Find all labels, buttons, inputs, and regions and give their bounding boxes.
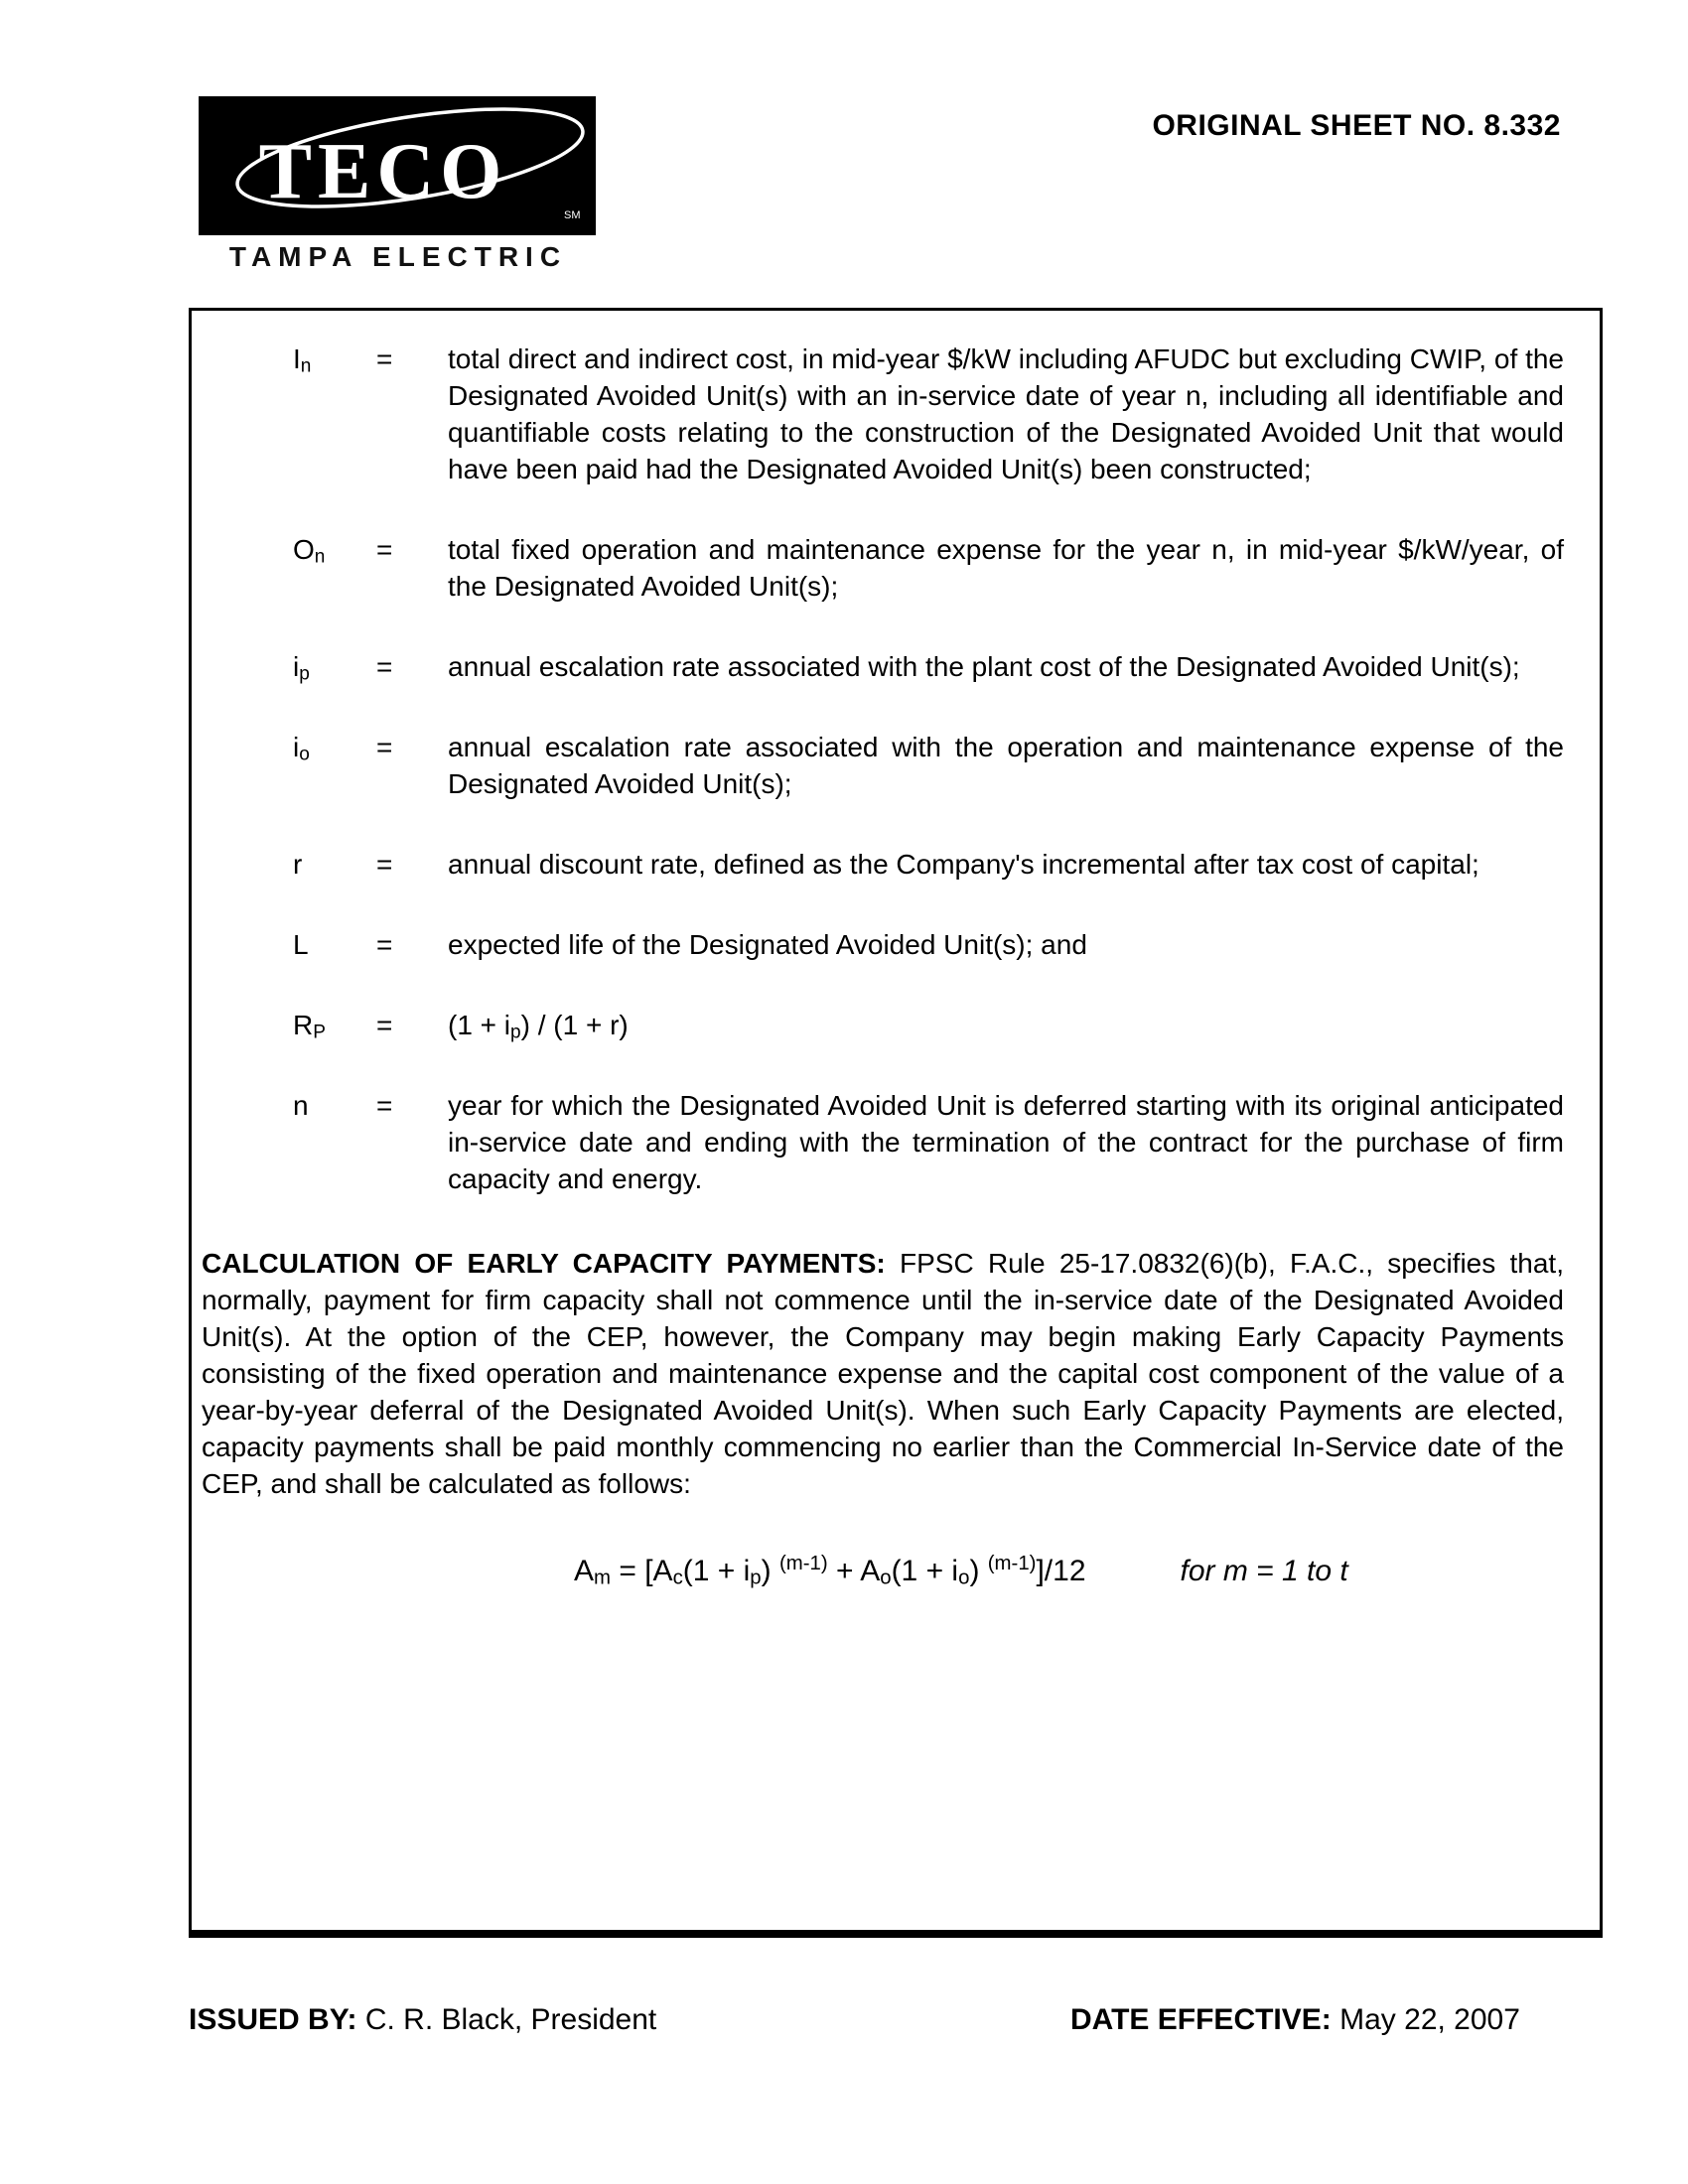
capacity-payment-formula: $A_m = [A_c(1 + i_p) ^{(m-1)} + A_o(1 + i_o)$ $^{(m-1)}$]/12 (574, 1552, 1086, 1589)
teco-logo-image (199, 96, 596, 235)
definition-formula: $(1 + i_p) / (1 + r)$ (448, 1010, 629, 1043)
definition-symbol-subscript: p (299, 663, 310, 685)
definition-row-r (192, 846, 1600, 883)
definition-text: annual escalation rate associated with the operation and maintenance expense of the Designated Avoided Unit(s); (448, 732, 1564, 799)
definition-symbol: r (293, 849, 303, 880)
definition-row-l (192, 926, 1600, 963)
equals-sign: = (376, 929, 393, 960)
definition-text: expected life of the Designated Avoided Unit(s); and (448, 929, 1087, 960)
equals-sign: = (376, 849, 393, 880)
equals-sign: = (376, 534, 393, 565)
definition-symbol: $I_n$ (293, 343, 312, 377)
definition-symbol: $O_n$ (293, 534, 326, 568)
definitions-list (192, 341, 1600, 1197)
definition-symbol-subscript: o (299, 744, 310, 765)
definition-text: total direct and indirect cost, in mid-year $/kW including AFUDC but excluding CWIP, of the Designated Avoided Unit(s) with an in-service date of year n, including all identifiable and quantifiable costs relating to the construction of the Designated Avoided Unit that would have been paid had the Designated Avoided Unit(s) been constructed; (448, 343, 1564, 484)
definition-row-rp (192, 1007, 1600, 1043)
equals-sign: = (376, 732, 393, 762)
teco-logo (199, 96, 596, 235)
definition-row-in (192, 341, 1600, 487)
definition-text: total fixed operation and maintenance expense for the year n, in mid-year $/kW/year, of the Designated Avoided Unit(s); (448, 534, 1564, 602)
equals-sign: = (376, 1090, 393, 1121)
logo-brand-text: TECO (258, 128, 508, 215)
definition-row-on (192, 531, 1600, 605)
definition-row-n (192, 1087, 1600, 1197)
issued-by-label: ISSUED BY: (189, 2003, 357, 2036)
equals-sign: = (376, 1010, 393, 1040)
definition-symbol-subscript: n (300, 355, 312, 377)
definition-text: annual discount rate, defined as the Company's incremental after tax cost of capital; (448, 849, 1479, 880)
equals-sign: = (376, 343, 393, 374)
calculation-paragraph (202, 1245, 1564, 1502)
definition-text: year for which the Designated Avoided Unit is deferred starting with its original anticipated in-service date and ending with the termination of the contract for the purchase of firm capacity and energy. (448, 1090, 1564, 1194)
definition-symbol: $R_P$ (293, 1010, 326, 1043)
logo-service-mark: SM (564, 209, 581, 221)
date-effective-label: DATE EFFECTIVE: (1070, 2003, 1332, 2036)
definition-symbol: n (293, 1090, 309, 1121)
formula-row (192, 1552, 1600, 1591)
definition-symbol-subscript: P (313, 1022, 326, 1043)
definition-symbol-subscript: n (314, 546, 326, 568)
issued-by-value: C. R. Black, President (364, 2003, 657, 2036)
definition-row-ip (192, 648, 1600, 685)
definition-row-io (192, 729, 1600, 802)
equals-sign: = (376, 651, 393, 682)
date-effective-value: May 22, 2007 (1339, 2003, 1520, 2036)
definition-symbol: $i_o$ (293, 732, 310, 765)
definition-symbol: $i_p$ (293, 651, 310, 685)
definition-text: annual escalation rate associated with the plant cost of the Designated Avoided Unit(s); (448, 651, 1520, 682)
content-box (189, 308, 1603, 1938)
date-effective (1070, 2003, 1520, 2037)
sheet-number: ORIGINAL SHEET NO. 8.332 (1152, 109, 1561, 142)
logo-subtitle: TAMPA ELECTRIC (228, 241, 568, 272)
definition-symbol: L (293, 929, 309, 960)
formula-condition: for m = 1 to t (1180, 1555, 1348, 1587)
issued-by (189, 2003, 656, 2037)
calculation-heading: CALCULATION OF EARLY CAPACITY PAYMENTS: (202, 1248, 886, 1279)
calculation-body-text: FPSC Rule 25-17.0832(6)(b), F.A.C., specifies that, normally, payment for firm capacity shall not commence until the in-service date of the Designated Avoided Unit(s). At the option of the CEP, however, the Company may begin making Early Capacity Payments consisting of the fixed operation and maintenance expense and the capital cost component of the value of a year-by-year deferral of the Designated Avoided Unit(s). When such Early Capacity Payments are elected, capacity payments shall be paid monthly commencing no earlier than the Commercial In-Service date of the CEP, and shall be calculated as follows: (202, 1248, 1564, 1499)
